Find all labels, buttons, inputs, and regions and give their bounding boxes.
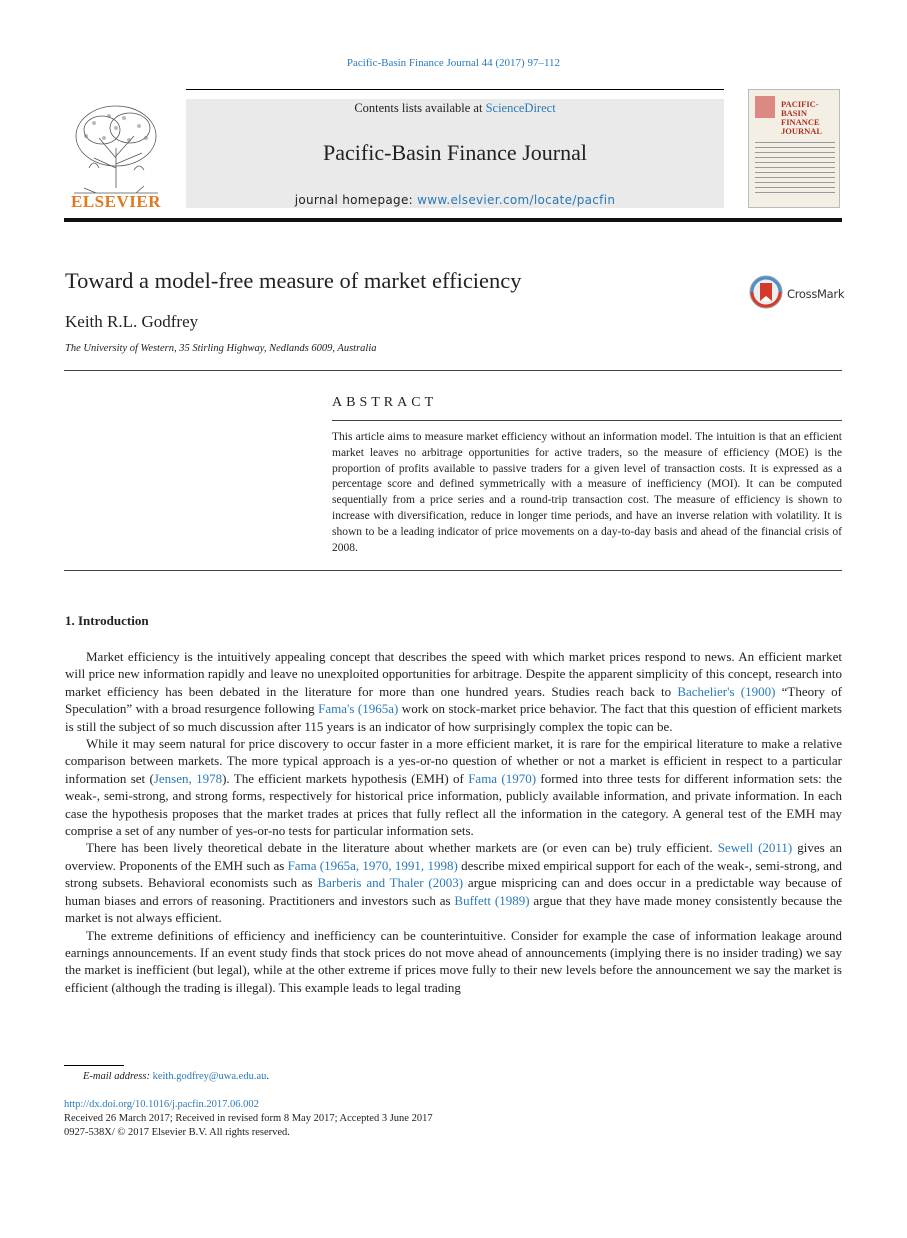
homepage-label: journal homepage: (294, 193, 413, 207)
email-label: E-mail address: (83, 1071, 150, 1082)
crossmark-badge[interactable] (749, 275, 845, 311)
citation-link[interactable]: Bachelier's (1900) (677, 683, 776, 699)
contents-line (186, 101, 724, 116)
journal-title: Pacific-Basin Finance Journal (323, 140, 587, 165)
article-footer (64, 1098, 433, 1140)
citation-link[interactable]: Fama's (1965a) (318, 701, 399, 717)
copyright: 0927-538X/ © 2017 Elsevier B.V. All rights reserved. (64, 1127, 290, 1138)
article-title: Toward a model-free measure of market efficiency (65, 268, 522, 293)
section-heading: 1. Introduction (65, 613, 149, 628)
abstract-text: This article aims to measure market efficiency without an information model. The intuition is that an efficient market leaves no arbitrage opportunities for active traders, so the measure of efficiency (MOE) is the proportion of profits available to passive traders for a given level of transaction costs. It is expressed as a percentage score and defined symmetrically with a measure of inefficiency (MOI). It can be computed sequentially from a price series and a round-trip transaction cost. The measure of efficiency is shown to increase with diversification, reduce in longer time periods, and have an inverse relation with volatility. It is shown to be a leading indicator of price movements on a day-to-day basis and ahead of the financial crisis of 2008. (332, 431, 842, 554)
paragraph: While it may seem natural for price discovery to occur faster in a more efficient market, it is rare for the empirical literature to make a relative comparison between markets. The more typical approach is a yes-or-no question of whether or not a market is efficient in respect to a particular information set (Jensen, 1978). The efficient markets hypothesis (EMH) of Fama (1970) formed into three tests for different information sets: the weak-, semi-strong, and strong forms, respectively for historical price information, publicly available information, and private information. In each case the hypothesis proposes that the market trades at prices that fully reflect all the information in the category. A general test of the EMH may comprise a set of any number of yes-or-no tests for particular information sets. (65, 736, 842, 839)
journal-citation[interactable]: Pacific-Basin Finance Journal 44 (2017) 97–112 (346, 57, 561, 69)
contents-prefix: Contents lists available at (354, 101, 483, 115)
publisher-name: ELSEVIER (71, 192, 161, 211)
paragraph: The extreme definitions of efficiency and inefficiency can be counterintuitive. Consider for example the case of information leakage around earnings announcements. If an event study finds that stock prices do not move ahead of announcements (implying there is no insider trading) we say the market is inefficient (but legal), while at the other extreme if prices move fully to their new levels before the announcement we say the market is efficient (although the trading is illegal). This example leads to legal trading (65, 927, 842, 995)
homepage-link[interactable]: www.elsevier.com/locate/pacfin (417, 193, 616, 207)
crossmark-icon (749, 275, 783, 309)
journal-homepage (186, 193, 724, 207)
author-name[interactable]: Keith R.L. Godfrey (65, 312, 199, 331)
footnote-rule (64, 1065, 124, 1066)
citation-link[interactable]: Sewell (2011) (717, 840, 793, 856)
citation-link[interactable]: Jensen, 1978 (153, 770, 223, 786)
citation-link[interactable]: Fama (1970) (468, 770, 537, 786)
cover-emblem (755, 96, 775, 118)
body-text (65, 648, 842, 996)
citation-link[interactable]: Buffett (1989) (454, 892, 530, 908)
cover-title: PACIFIC-BASIN FINANCE JOURNAL (781, 99, 823, 136)
journal-cover-thumbnail[interactable] (748, 89, 840, 208)
email-link[interactable]: keith.godfrey@uwa.edu.au (152, 1071, 267, 1082)
cover-contents-lines (755, 142, 835, 197)
title-rule (64, 370, 842, 371)
sciencedirect-link[interactable]: ScienceDirect (485, 101, 556, 115)
paragraph: There has been lively theoretical debate in the literature about whether markets are (or even can be) truly efficient. Sewell (2011) gives an overview. Proponents of the EMH such as Fama (1965a, 1970, 1991, 1998) describe mixed empirical support for each of the weak-, semi-strong, and strong subsets. Behavioral economists such as Barberis and Thaler (2003) argue mispricing can and does occur in a predictable way because of human biases and errors of reasoning. Practitioners and investors such as Buffett (1989) argue that they have made money consistently because the market is not always efficient. (65, 840, 843, 926)
doi-link[interactable]: http://dx.doi.org/10.1016/j.pacfin.2017.06.002 (64, 1099, 259, 1110)
abstract-rule (332, 420, 842, 421)
footnote-email: E-mail address: keith.godfrey@uwa.edu.au. (83, 1071, 269, 1082)
header-thick-rule (64, 218, 842, 222)
crossmark-label: CrossMark (787, 287, 845, 301)
citation-link[interactable]: Barberis and Thaler (2003) (317, 875, 464, 891)
abstract-heading: ABSTRACT (332, 395, 438, 410)
received-dates: Received 26 March 2017; Received in revised form 8 May 2017; Accepted 3 June 2017 (64, 1113, 433, 1124)
paragraph: Market efficiency is the intuitively appealing concept that describes the speed with which market prices respond to news. An efficient market will price new information rapidly and leave no unexploited opportunities for arbitrage. Despite the apparent simplicity of this concept, research into market efficiency has been debated in the literature for more than one hundred years. Studies reach back to Bachelier's (1900) “Theory of Speculation” with a broad resurgence following Fama's (1965a) work on stock-market price behavior. The fact that this question of efficient markets is still the subject of so much discussion after 115 years is an indicator of how surprisingly complex the topic can be. (65, 649, 842, 734)
citation-link[interactable]: Fama (1965a, 1970, 1991, 1998) (287, 857, 458, 873)
abstract-bottom-rule (64, 570, 842, 571)
author-affiliation: The University of Western, 35 Stirling Highway, Nedlands 6009, Australia (65, 343, 377, 354)
header-top-rule (186, 89, 724, 90)
